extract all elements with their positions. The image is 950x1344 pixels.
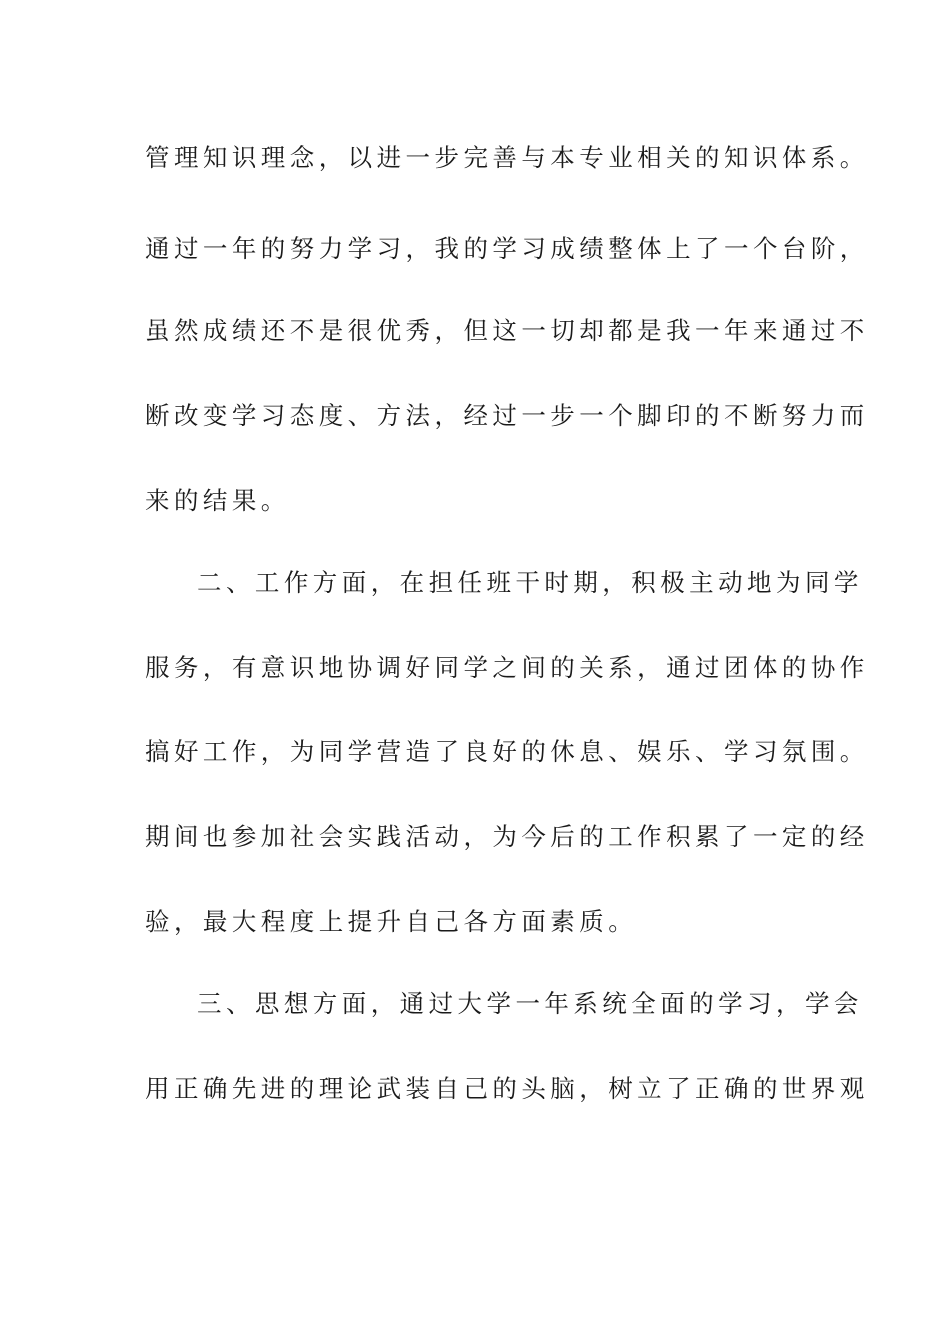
text-line: 期间也参加社会实践活动，为今后的工作积累了一定的经 [145, 822, 869, 851]
text-line: 虽然成绩还不是很优秀，但这一切却都是我一年来通过不 [145, 316, 869, 345]
text-line: 验，最大程度上提升自己各方面素质。 [145, 907, 638, 936]
text-line: 服务，有意识地协调好同学之间的关系，通过团体的协作 [145, 653, 869, 682]
text-line: 用正确先进的理论武装自己的头脑，树立了正确的世界观 [145, 1074, 869, 1103]
paragraph-first-line: 三、思想方面，通过大学一年系统全面的学习，学会 [197, 989, 863, 1018]
paragraph-first-line: 二、工作方面，在担任班干时期，积极主动地为同学 [197, 568, 863, 597]
text-line: 通过一年的努力学习，我的学习成绩整体上了一个台阶， [145, 234, 869, 263]
text-line: 搞好工作，为同学营造了良好的休息、娱乐、学习氛围。 [145, 737, 869, 766]
text-line: 来的结果。 [145, 486, 290, 515]
text-line: 断改变学习态度、方法，经过一步一个脚印的不断努力而 [145, 401, 869, 430]
text-line: 管理知识理念，以进一步完善与本专业相关的知识体系。 [145, 143, 869, 172]
